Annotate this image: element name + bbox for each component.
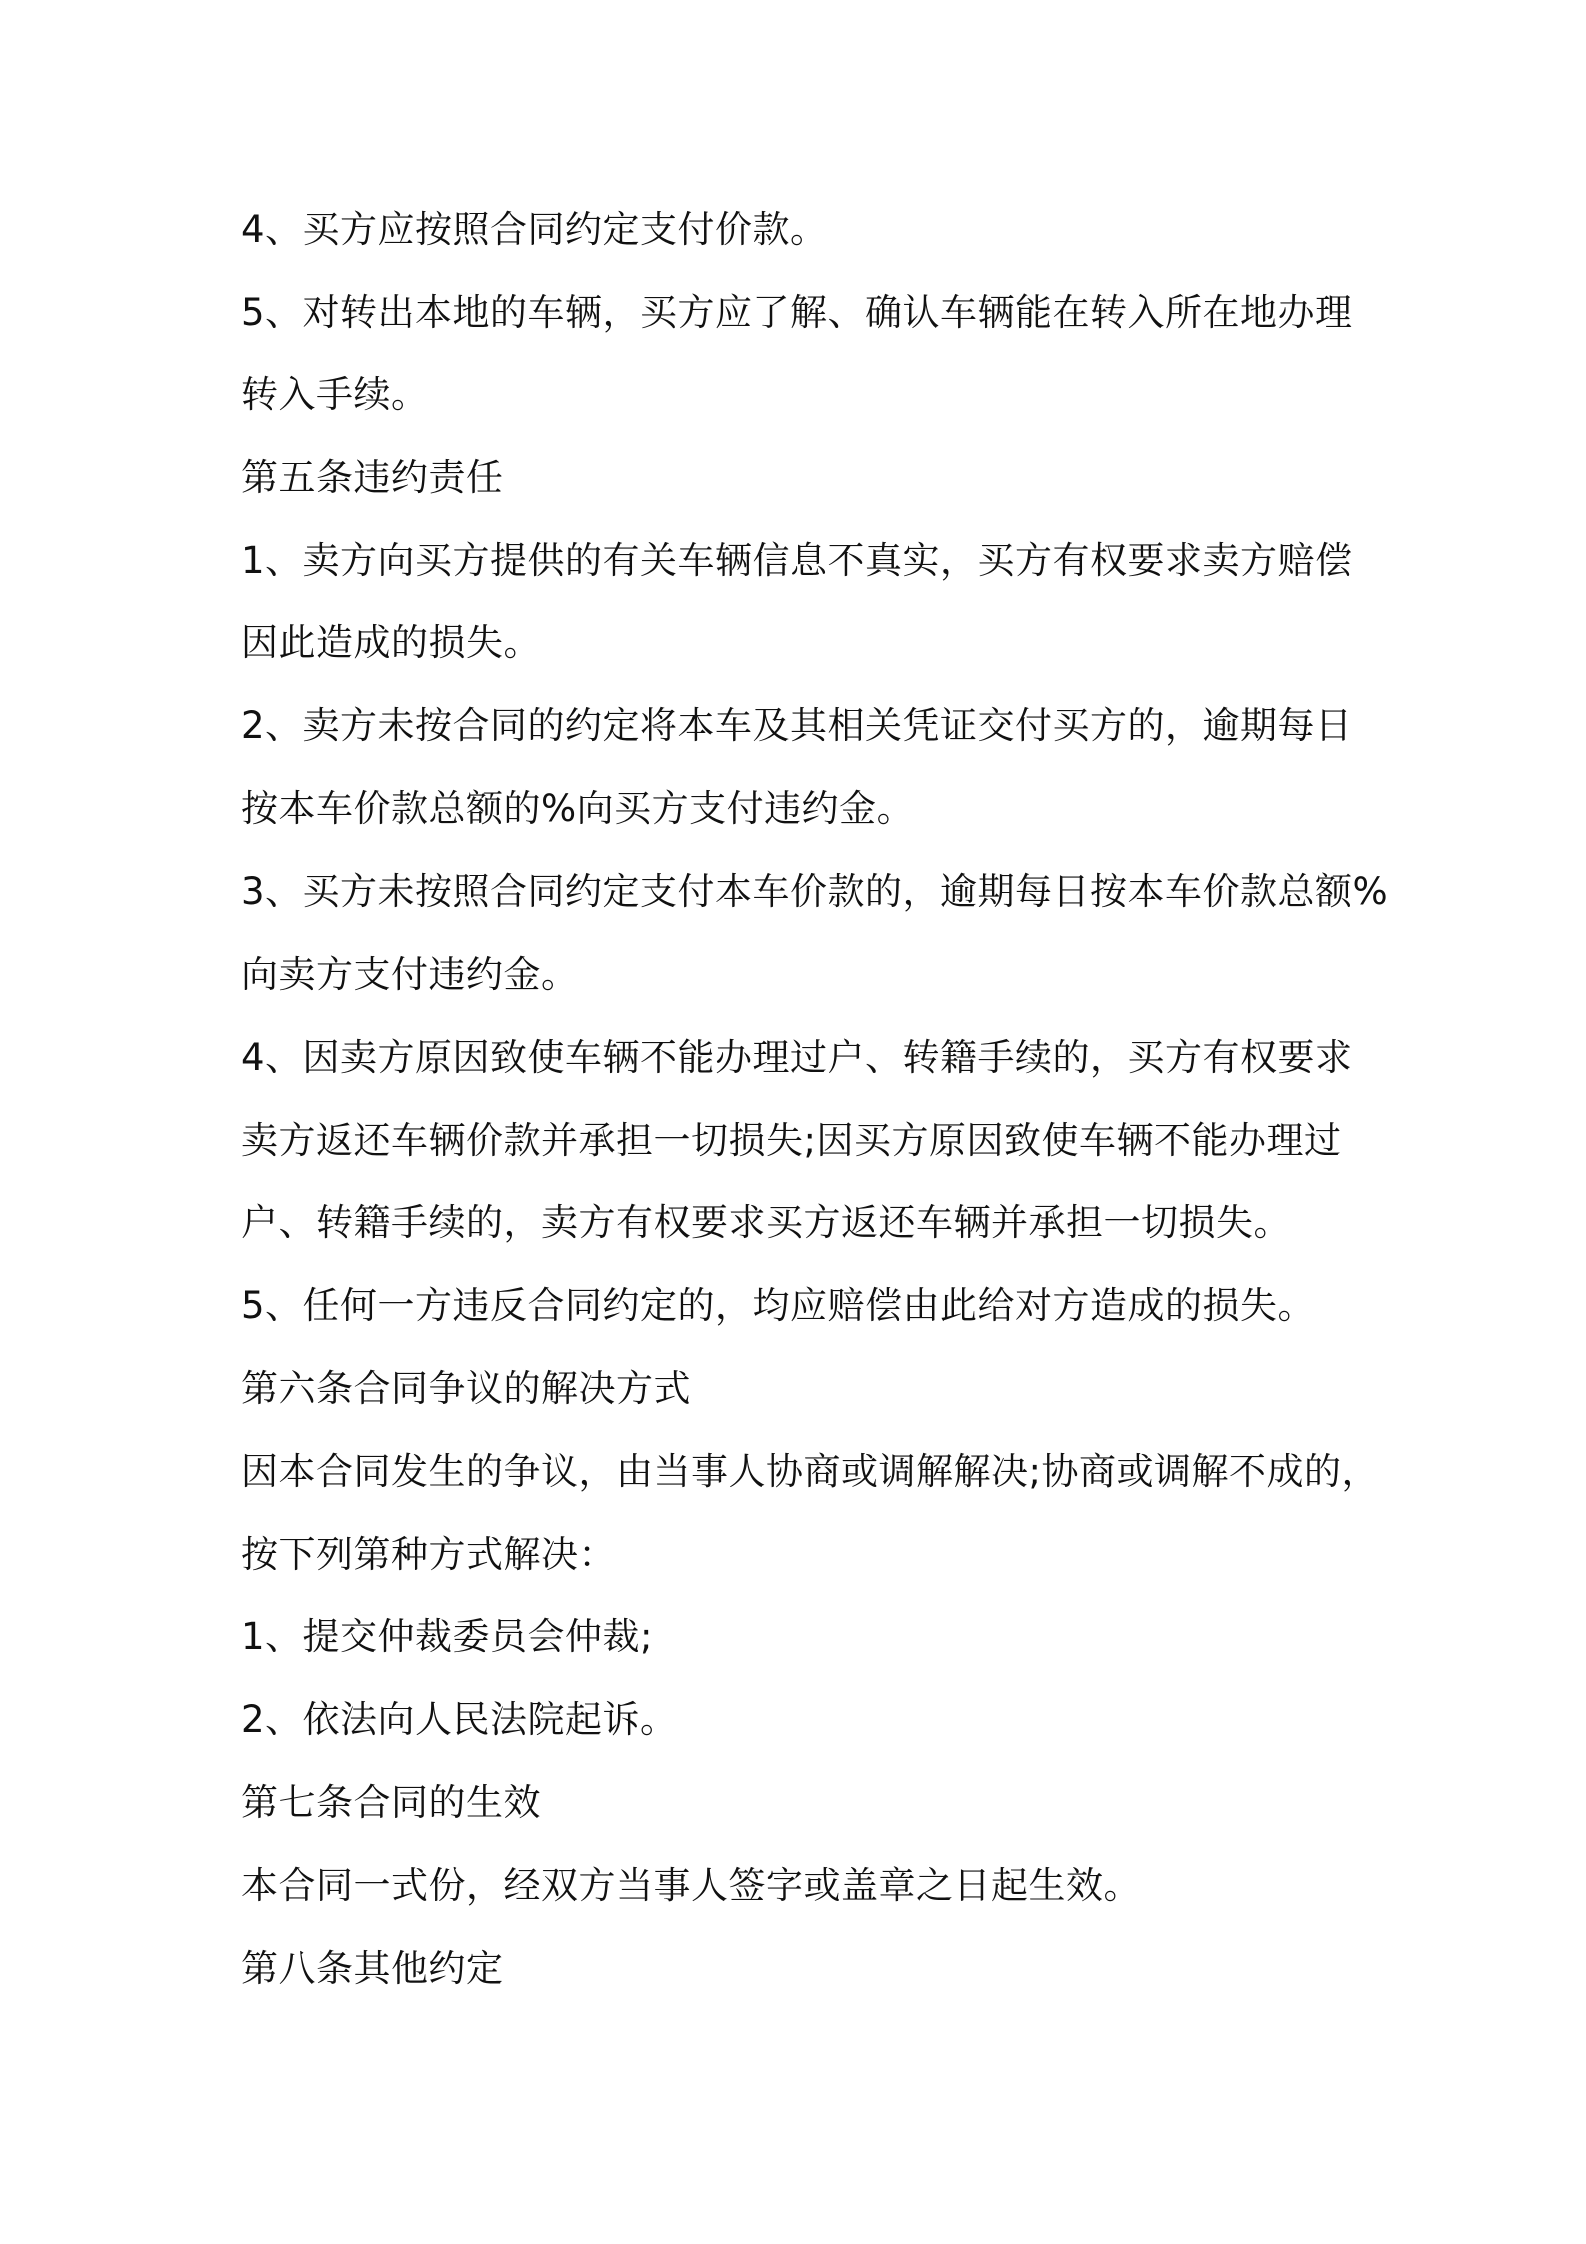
clause-line: 2、卖方未按合同的约定将本车及其相关凭证交付买方的，逾期每日 [241, 704, 1353, 747]
clause-line: 按下列第种方式解决： [241, 1533, 616, 1576]
clause-line: 户、转籍手续的，卖方有权要求买方返还车辆并承担一切损失。 [241, 1201, 1291, 1244]
clause-line: 4、买方应按照合同约定支付价款。 [241, 208, 828, 251]
clause-line: 3、买方未按照合同约定支付本车价款的，逾期每日按本车价款总额% [241, 870, 1389, 913]
clause-line: 卖方返还车辆价款并承担一切损失;因买方原因致使车辆不能办理过 [241, 1119, 1342, 1162]
clause-line: 转入手续。 [241, 373, 429, 416]
clause-line: 5、对转出本地的车辆，买方应了解、确认车辆能在转入所在地办理 [241, 291, 1353, 334]
clause-line: 1、提交仲裁委员会仲裁; [241, 1615, 654, 1658]
clause-line: 4、因卖方原因致使车辆不能办理过户、转籍手续的，买方有权要求 [241, 1036, 1353, 1079]
clause-line: 向卖方支付违约金。 [241, 953, 579, 996]
clause-line: 因本合同发生的争议，由当事人协商或调解解决;协商或调解不成的， [241, 1450, 1379, 1493]
clause-line: 1、卖方向买方提供的有关车辆信息不真实，买方有权要求卖方赔偿 [241, 539, 1353, 582]
section-heading: 第五条违约责任 [241, 456, 504, 499]
clause-line: 5、任何一方违反合同约定的，均应赔偿由此给对方造成的损失。 [241, 1284, 1316, 1327]
clause-line: 2、依法向人民法院起诉。 [241, 1698, 678, 1741]
clause-line: 本合同一式份，经双方当事人签字或盖章之日起生效。 [241, 1864, 1141, 1907]
clause-line: 按本车价款总额的%向买方支付违约金。 [241, 787, 915, 830]
section-heading: 第八条其他约定 [241, 1947, 504, 1990]
section-heading: 第七条合同的生效 [241, 1781, 541, 1824]
section-heading: 第六条合同争议的解决方式 [241, 1367, 691, 1410]
clause-line: 因此造成的损失。 [241, 621, 541, 664]
